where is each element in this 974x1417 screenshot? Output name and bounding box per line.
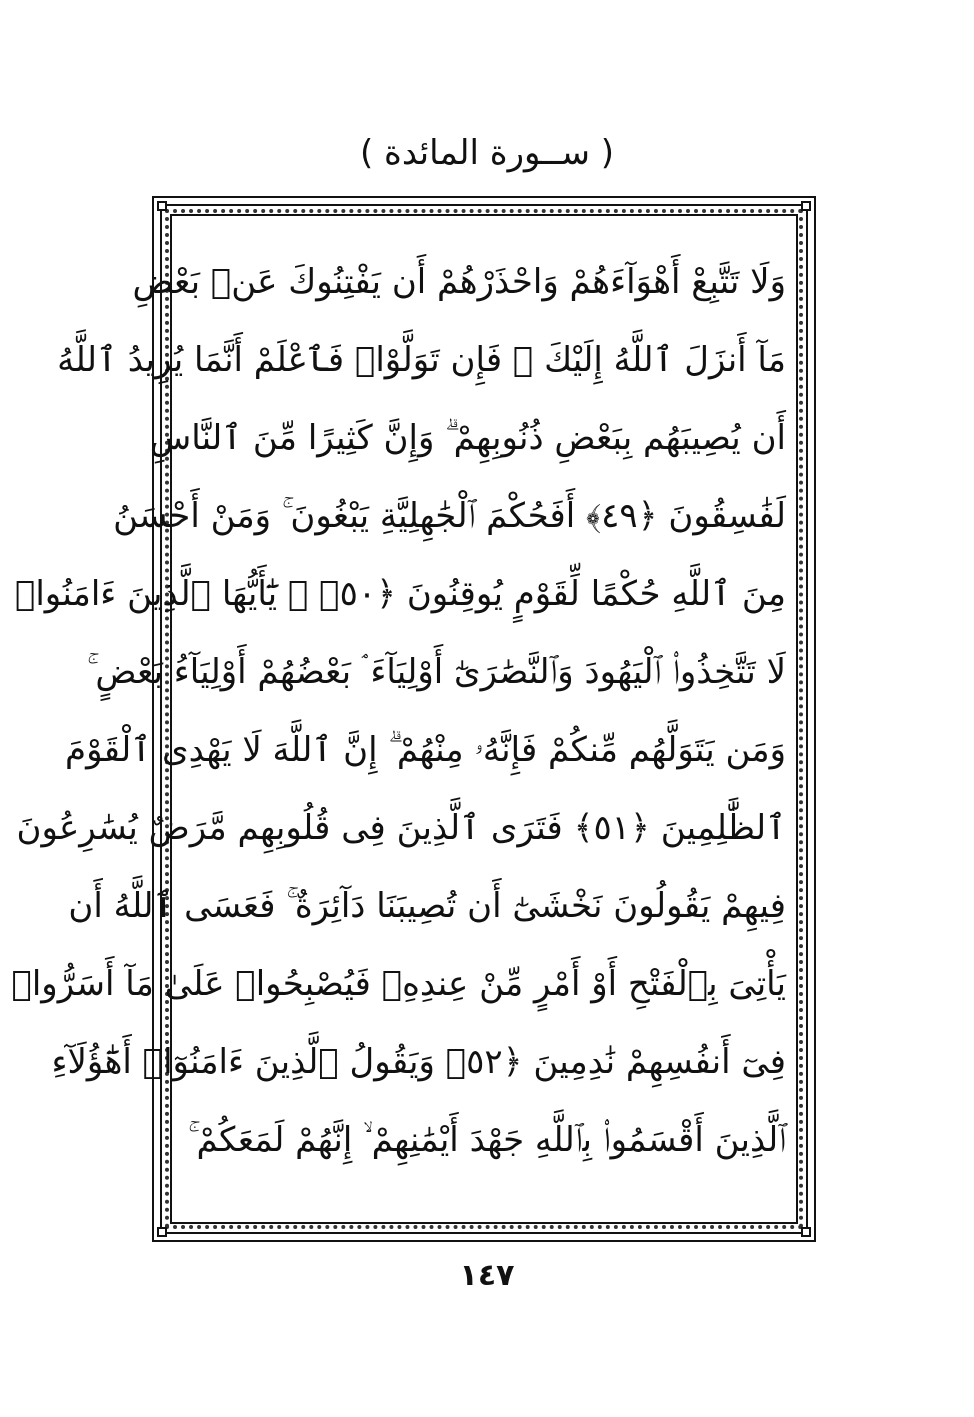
verse-line: ٱلظَّٰلِمِينَ ﴿٥١﴾ فَتَرَى ٱلَّذِينَ فِى قُلُوبِهِم مَّرَضٌ يُسَٰرِعُونَ — [16, 808, 786, 848]
verse-line: يَأْتِىَ بِٱلْفَتْحِ أَوْ أَمْرٍ مِّنْ عِندِهِۦ فَيُصْبِحُوا۟ عَلَىٰ مَآ أَسَرُّوا۟ — [11, 964, 786, 1004]
verse-line: فِىٓ أَنفُسِهِمْ نَٰدِمِينَ ﴿٥٢﴾ وَيَقُولُ ٱلَّذِينَ ءَامَنُوٓا۟ أَهَٰٓؤُلَآءِ — [51, 1042, 786, 1082]
verse-line: لَفَٰسِقُونَ ﴿٤٩﴾ أَفَحُكْمَ ٱلْجَٰهِلِيَّةِ يَبْغُونَ ۚ وَمَنْ أَحْسَنُ — [113, 496, 786, 536]
surah-title: ( ســورة المائدة ) — [359, 133, 615, 173]
verse-line: وَلَا تَتَّبِعْ أَهْوَآءَهُمْ وَاحْذَرْهُمْ أَن يَفْتِنُوكَ عَنۢ بَعْضِ — [132, 262, 786, 302]
frame-corner-ornament — [157, 1227, 167, 1237]
frame-corner-ornament — [157, 201, 167, 211]
verse-line: فِيهِمْ يَقُولُونَ نَخْشَىٰٓ أَن تُصِيبَنَا دَآئِرَةٌ ۚ فَعَسَى ٱللَّهُ أَن — [68, 886, 786, 926]
verse-line: أَن يُصِيبَهُم بِبَعْضِ ذُنُوبِهِمْ ۗ وَإِنَّ كَثِيرًا مِّنَ ٱلنَّاسِ — [149, 418, 786, 458]
verse-line: وَمَن يَتَوَلَّهُم مِّنكُمْ فَإِنَّهُۥ مِنْهُمْ ۗ إِنَّ ٱللَّهَ لَا يَهْدِى ٱلْقَوْمَ — [65, 730, 786, 770]
verse-text-block — [11, 250, 786, 1180]
verse-line: مِنَ ٱللَّهِ حُكْمًا لِّقَوْمٍ يُوقِنُونَ ﴿٥٠﴾ ۞ يَٰٓأَيُّهَا ٱلَّذِينَ ءَامَنُوا۟ — [14, 574, 786, 614]
page-number: ١٤٧ — [459, 1258, 515, 1293]
verse-line: مَآ أَنزَلَ ٱللَّهُ إِلَيْكَ ۖ فَإِن تَوَلَّوْا۟ فَٱعْلَمْ أَنَّمَا يُرِيدُ ٱللَّهُ — [57, 340, 786, 380]
frame-corner-ornament — [801, 201, 811, 211]
verse-line: ٱلَّذِينَ أَقْسَمُوا۟ بِٱللَّهِ جَهْدَ أَيْمَٰنِهِمْ ۙ إِنَّهُمْ لَمَعَكُمْ ۚ — [187, 1120, 786, 1160]
verse-line: لَا تَتَّخِذُوا۟ ٱلْيَهُودَ وَٱلنَّصَٰرَىٰٓ أَوْلِيَآءَ ۘ بَعْضُهُمْ أَوْلِيَآءُ بَعْضٍ ۚ — [86, 652, 786, 692]
frame-corner-ornament — [801, 1227, 811, 1237]
